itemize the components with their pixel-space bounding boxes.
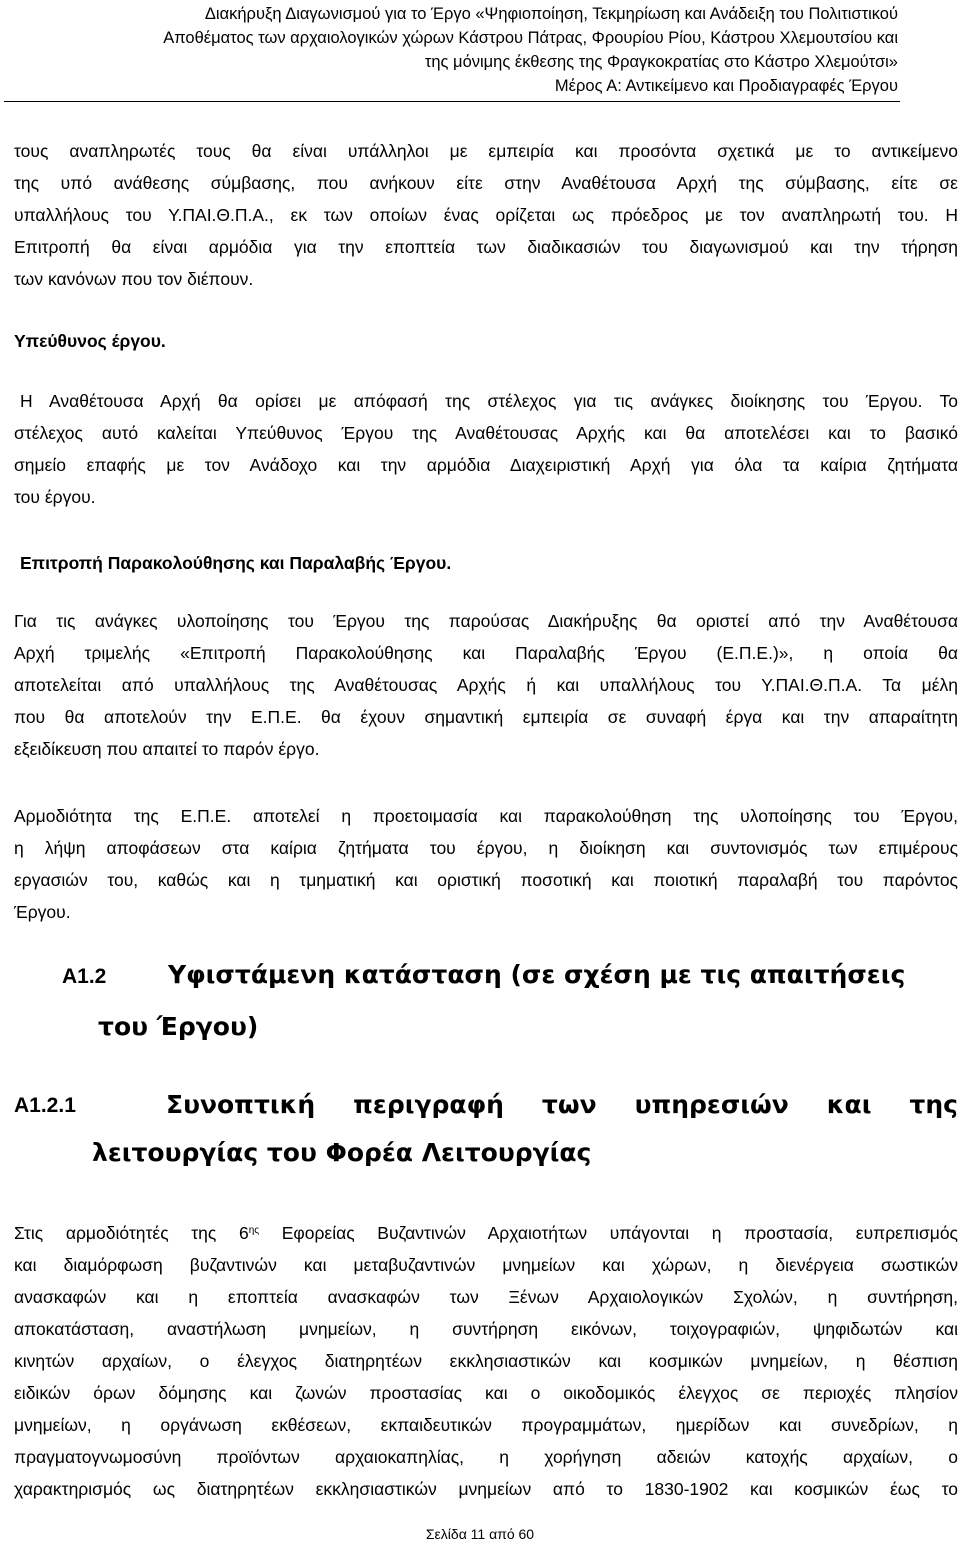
text-line: Για τις ανάγκες υλοποίησης του Έργου της παρούσας Διακήρυξης θα οριστεί από την Αναθέτουσα [14, 611, 958, 631]
text-line: σημείο επαφής με τον Ανάδοχο και την αρμόδια Διαχειριστική Αρχή για όλα τα καίρια ζητήματα [14, 455, 958, 475]
page-footer: Σελίδα 11 από 60 [425, 1526, 535, 1542]
text-line: πραγματογνωμοσύνη προϊόντων αρχαιοκαπηλίας, η χορήγηση αδειών κατοχής αρχαίων, ο [14, 1447, 958, 1467]
responsible-title: Υπεύθυνος έργου. [14, 331, 166, 351]
body-paragraph [14, 1217, 958, 1505]
header-line-4: Μέρος Α: Αντικείμενο και Προδιαγραφές Έργου [554, 77, 898, 95]
text-line: τους αναπληρωτές τους θα είναι υπάλληλοι με εμπειρία και προσόντα σχετικά με το αντικείμενο [14, 141, 958, 161]
committee-heading [14, 547, 958, 579]
text-line: Αρχή τριμελής «Επιτροπή Παρακολούθησης και Παραλαβής Έργου (Ε.Π.Ε.)», η οποία θα [14, 643, 958, 663]
text-line: η λήψη αποφάσεων στα καίρια ζητήματα του έργου, η διοίκηση και συντονισμός των επιμέρους [14, 838, 958, 858]
header-divider [4, 101, 900, 102]
committee-paragraph [14, 605, 958, 765]
text-line: των κανόνων που τον διέπουν. [14, 269, 254, 289]
committee-title: Επιτροπή Παρακολούθησης και Παραλαβής Έργου. [20, 553, 452, 573]
text-line: και διαμόρφωση βυζαντινών και μεταβυζαντινών μνημείων και χώρων, η διενέργεια σωστικών [14, 1255, 958, 1275]
text-line: εξειδίκευση που απαιτεί το παρόν έργο. [14, 739, 320, 759]
section-number-a121: Α1.2.1 [14, 1094, 76, 1117]
text-line: εργασιών του, καθώς και η τμηματική και οριστική ποσοτική και ποιοτική παραλαβή του παρόντος [14, 870, 958, 890]
section-title-a121-line1 [166, 1090, 958, 1119]
section-title-a12-line2: του Έργου) [98, 1012, 259, 1041]
page-header [18, 2, 898, 98]
text-line: ειδικών όρων δόμησης και ζωνών προστασίας και ο οικοδομικός έλεγχος σε περιοχές πλησίον [14, 1383, 958, 1403]
text-line: της υπό ανάθεσης σύμβασης, που ανήκουν είτε στην Αναθέτουσα Αρχή της σύμβασης, είτε σε [14, 173, 958, 193]
text-line: μνημείων, η οργάνωση εκθέσεων, εκπαιδευτικών προγραμμάτων, ημερίδων και συνεδρίων, η [14, 1415, 958, 1435]
responsible-heading [14, 325, 958, 357]
text-line: του έργου. [14, 487, 96, 507]
responsible-paragraph [14, 385, 958, 513]
title-word: Συνοπτική [166, 1090, 316, 1119]
header-line-2: Αποθέματος των αρχαιολογικών χώρων Κάστρου Πάτρας, Φρουρίου Ρίου, Κάστρου Χλεμουτσίου και [163, 29, 898, 47]
text-line: ανασκαφών και η εποπτεία ανασκαφών των Ξένων Αρχαιολογικών Σχολών, η συντήρηση, [14, 1287, 958, 1307]
text-line: Έργου. [14, 902, 71, 922]
title-word: και [826, 1090, 872, 1119]
title-word: υπηρεσιών [634, 1090, 789, 1119]
header-line-1: Διακήρυξη Διαγωνισμού για το Έργο «Ψηφιοποίηση, Τεκμηρίωση και Ανάδειξη του Πολιτιστικού [204, 5, 898, 23]
section-title-a12-line1: Υφιστάμενη κατάσταση (σε σχέση με τις απαιτήσεις [168, 960, 906, 989]
section-title-a121-line2: λειτουργίας του Φορέα Λειτουργίας [92, 1138, 592, 1167]
text-line: Η Αναθέτουσα Αρχή θα ορίσει με απόφασή της στέλεχος για τις ανάγκες διοίκησης του Έργου. Το [20, 391, 958, 411]
section-number-a12: Α1.2 [62, 965, 107, 988]
text-line: υπαλλήλους του Υ.ΠΑΙ.Θ.Π.Α., εκ των οποίων ένας ορίζεται ως πρόεδρος με τον αναπληρωτή του. Η [14, 205, 958, 225]
text-line [14, 1217, 958, 1249]
text-line: αποκατάσταση, αναστήλωση μνημείων, η συντήρηση εικόνων, τοιχογραφιών, ψηφιδωτών και [14, 1319, 958, 1339]
text-line: Αρμοδιότητα της Ε.Π.Ε. αποτελεί η προετοιμασία και παρακολούθηση της υλοποίησης του Έργου, [14, 806, 958, 826]
title-word: της [909, 1090, 958, 1119]
text-line: χαρακτηρισμός ως διατηρητέων εκκλησιαστικών μνημείων από το 1830-1902 και κοσμικών έως το [14, 1479, 958, 1499]
text-line: Επιτροπή θα είναι αρμόδια για την εποπτεία των διαδικασιών του διαγωνισμού και την τήρηση [14, 237, 958, 257]
text-fragment: Εφορείας Βυζαντινών Αρχαιοτήτων υπάγονται η προστασία, ευπρεπισμός [259, 1223, 958, 1243]
text-line: στέλεχος αυτό καλείται Υπεύθυνος Έργου της Αναθέτουσας Αρχής και θα αποτελέσει και το βασικό [14, 423, 958, 443]
competence-paragraph [14, 800, 958, 928]
text-fragment: Στις αρμοδιότητές της 6 [14, 1223, 249, 1243]
intro-paragraph [14, 135, 958, 295]
title-word: των [541, 1090, 597, 1119]
header-line-3: της μόνιμης έκθεσης της Φραγκοκρατίας στο Κάστρο Χλεμούτσι» [424, 53, 898, 71]
text-line: που θα αποτελούν την Ε.Π.Ε. θα έχουν σημαντική εμπειρία σε συναφή έργα και την απαραίτητη [14, 707, 958, 727]
superscript: ης [248, 1225, 260, 1236]
text-line: αποτελείται από υπαλλήλους της Αναθέτουσας Αρχής ή και υπαλλήλους του Υ.ΠΑΙ.Θ.Π.Α. Τα μέλη [14, 675, 958, 695]
text-line: κινητών αρχαίων, ο έλεγχος διατηρητέων εκκλησιαστικών και κοσμικών μνημείων, η θέσπιση [14, 1351, 958, 1371]
title-word: περιγραφή [353, 1090, 504, 1119]
